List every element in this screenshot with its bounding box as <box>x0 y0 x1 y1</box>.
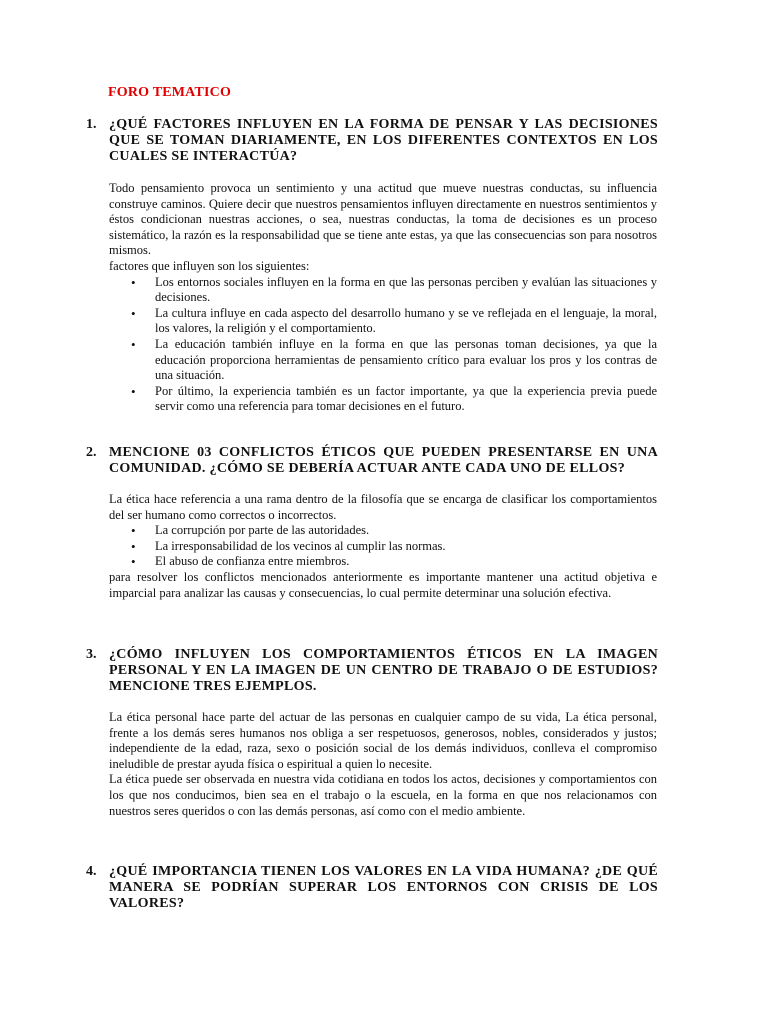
question-number: 4. <box>86 864 97 879</box>
bullet-list <box>109 275 657 415</box>
answer-paragraph: Todo pensamiento provoca un sentimiento y una actitud que mueve nuestras conductas, su influencia construye caminos. Quiere decir que nuestros pensamientos influyen directamente en nuestros sentimientos y éstos condicionan nuestras acciones, o sea, nuestras conductas, la toma de decisiones es un proceso sistemático, la razón es la responsabilidad que se tiene ante estas, ya que las consecuencias son para nosotros mismos. <box>109 181 657 258</box>
question-2-answer <box>109 492 657 601</box>
answer-paragraph: para resolver los conflictos mencionados anteriormente es importante mantener una actitud objetiva e imparcial para analizar las causas y consecuencias, lo cual permite determinar una solución efectiva. <box>109 569 657 600</box>
bullet-icon: • <box>131 336 136 352</box>
list-item: • La irresponsabilidad de los vecinos al cumplir las normas. <box>131 538 446 554</box>
list-item: • Por último, la experiencia también es un factor importante, ya que la experiencia previa puede servir como una referencia para tomar decisiones en el futuro. <box>131 383 657 414</box>
list-item: • La cultura influye en cada aspecto del desarrollo humano y se ve reflejada en el lenguaje, la moral, los valores, la religión y el comportamiento. <box>131 305 657 336</box>
document-title: FORO TEMATICO <box>108 85 232 100</box>
question-number: 2. <box>86 445 97 460</box>
bullet-icon: • <box>131 538 136 554</box>
bullet-icon: • <box>131 554 136 570</box>
list-item: • Los entornos sociales influyen en la forma en que las personas perciben y evalúan las situaciones y decisiones. <box>131 274 657 305</box>
question-1-heading <box>86 117 658 165</box>
question-4-heading <box>86 864 658 912</box>
question-number: 1. <box>86 117 97 132</box>
list-item: • El abuso de confianza entre miembros. <box>131 554 350 570</box>
answer-paragraph: La ética personal hace parte del actuar de las personas en cualquier campo de su vida, La ética personal, frente a los demás seres humanos nos obliga a ser respetuosos, generosos, nobles, considerados y justos; independiente de la edad, raza, sexo o posición social de los demás individuos, conlleva el compromiso ineludible de prestar ayuda física o espiritual a quien lo necesite. <box>109 710 657 771</box>
question-3-answer <box>109 710 657 819</box>
question-text: ¿CÓMO INFLUYEN LOS COMPORTAMIENTOS ÉTICOS EN LA IMAGEN PERSONAL Y EN LA IMAGEN DE UN CENTRO DE TRABAJO O DE ESTUDIOS? MENCIONE TRES EJEMPLOS. <box>109 647 658 694</box>
answer-paragraph: La ética puede ser observada en nuestra vida cotidiana en todos los actos, decisiones y comportamientos con los que nos conducimos, bien sea en el trabajo o la escuela, en la forma en que nos relacionamos con nuestros seres queridos o con las demás personas, así como con el medio ambiente. <box>109 772 657 818</box>
bullet-list <box>109 523 657 570</box>
bullet-icon: • <box>131 274 136 290</box>
answer-paragraph: factores que influyen son los siguientes: <box>109 258 310 273</box>
list-item: • La corrupción por parte de las autoridades. <box>131 523 370 539</box>
list-item: • La educación también influye en la forma en que las personas toman decisiones, ya que la educación proporciona herramientas de pensamiento crítico para evaluar los pros y los contras de una situación. <box>131 336 657 383</box>
answer-paragraph: La ética hace referencia a una rama dentro de la filosofía que se encarga de clasificar los comportamientos del ser humano como correctos o incorrectos. <box>109 492 657 522</box>
question-3-heading <box>86 647 658 695</box>
bullet-icon: • <box>131 523 136 539</box>
bullet-icon: • <box>131 383 136 399</box>
question-text: ¿QUÉ FACTORES INFLUYEN EN LA FORMA DE PENSAR Y LAS DECISIONES QUE SE TOMAN DIARIAMENTE, EN LOS DIFERENTES CONTEXTOS EN LOS CUALES SE INTERACTÚA? <box>109 117 658 164</box>
question-text: ¿QUÉ IMPORTANCIA TIENEN LOS VALORES EN LA VIDA HUMANA? ¿DE QUÉ MANERA SE PODRÍAN SUPERAR LOS ENTORNOS CON CRISIS DE LOS VALORES? <box>109 864 658 911</box>
question-number: 3. <box>86 647 97 662</box>
bullet-icon: • <box>131 305 136 321</box>
question-2-heading <box>86 445 658 477</box>
question-text: MENCIONE 03 CONFLICTOS ÉTICOS QUE PUEDEN PRESENTARSE EN UNA COMUNIDAD. ¿CÓMO SE DEBERÍA ACTUAR ANTE CADA UNO DE ELLOS? <box>109 445 658 476</box>
question-1-answer <box>109 181 657 415</box>
